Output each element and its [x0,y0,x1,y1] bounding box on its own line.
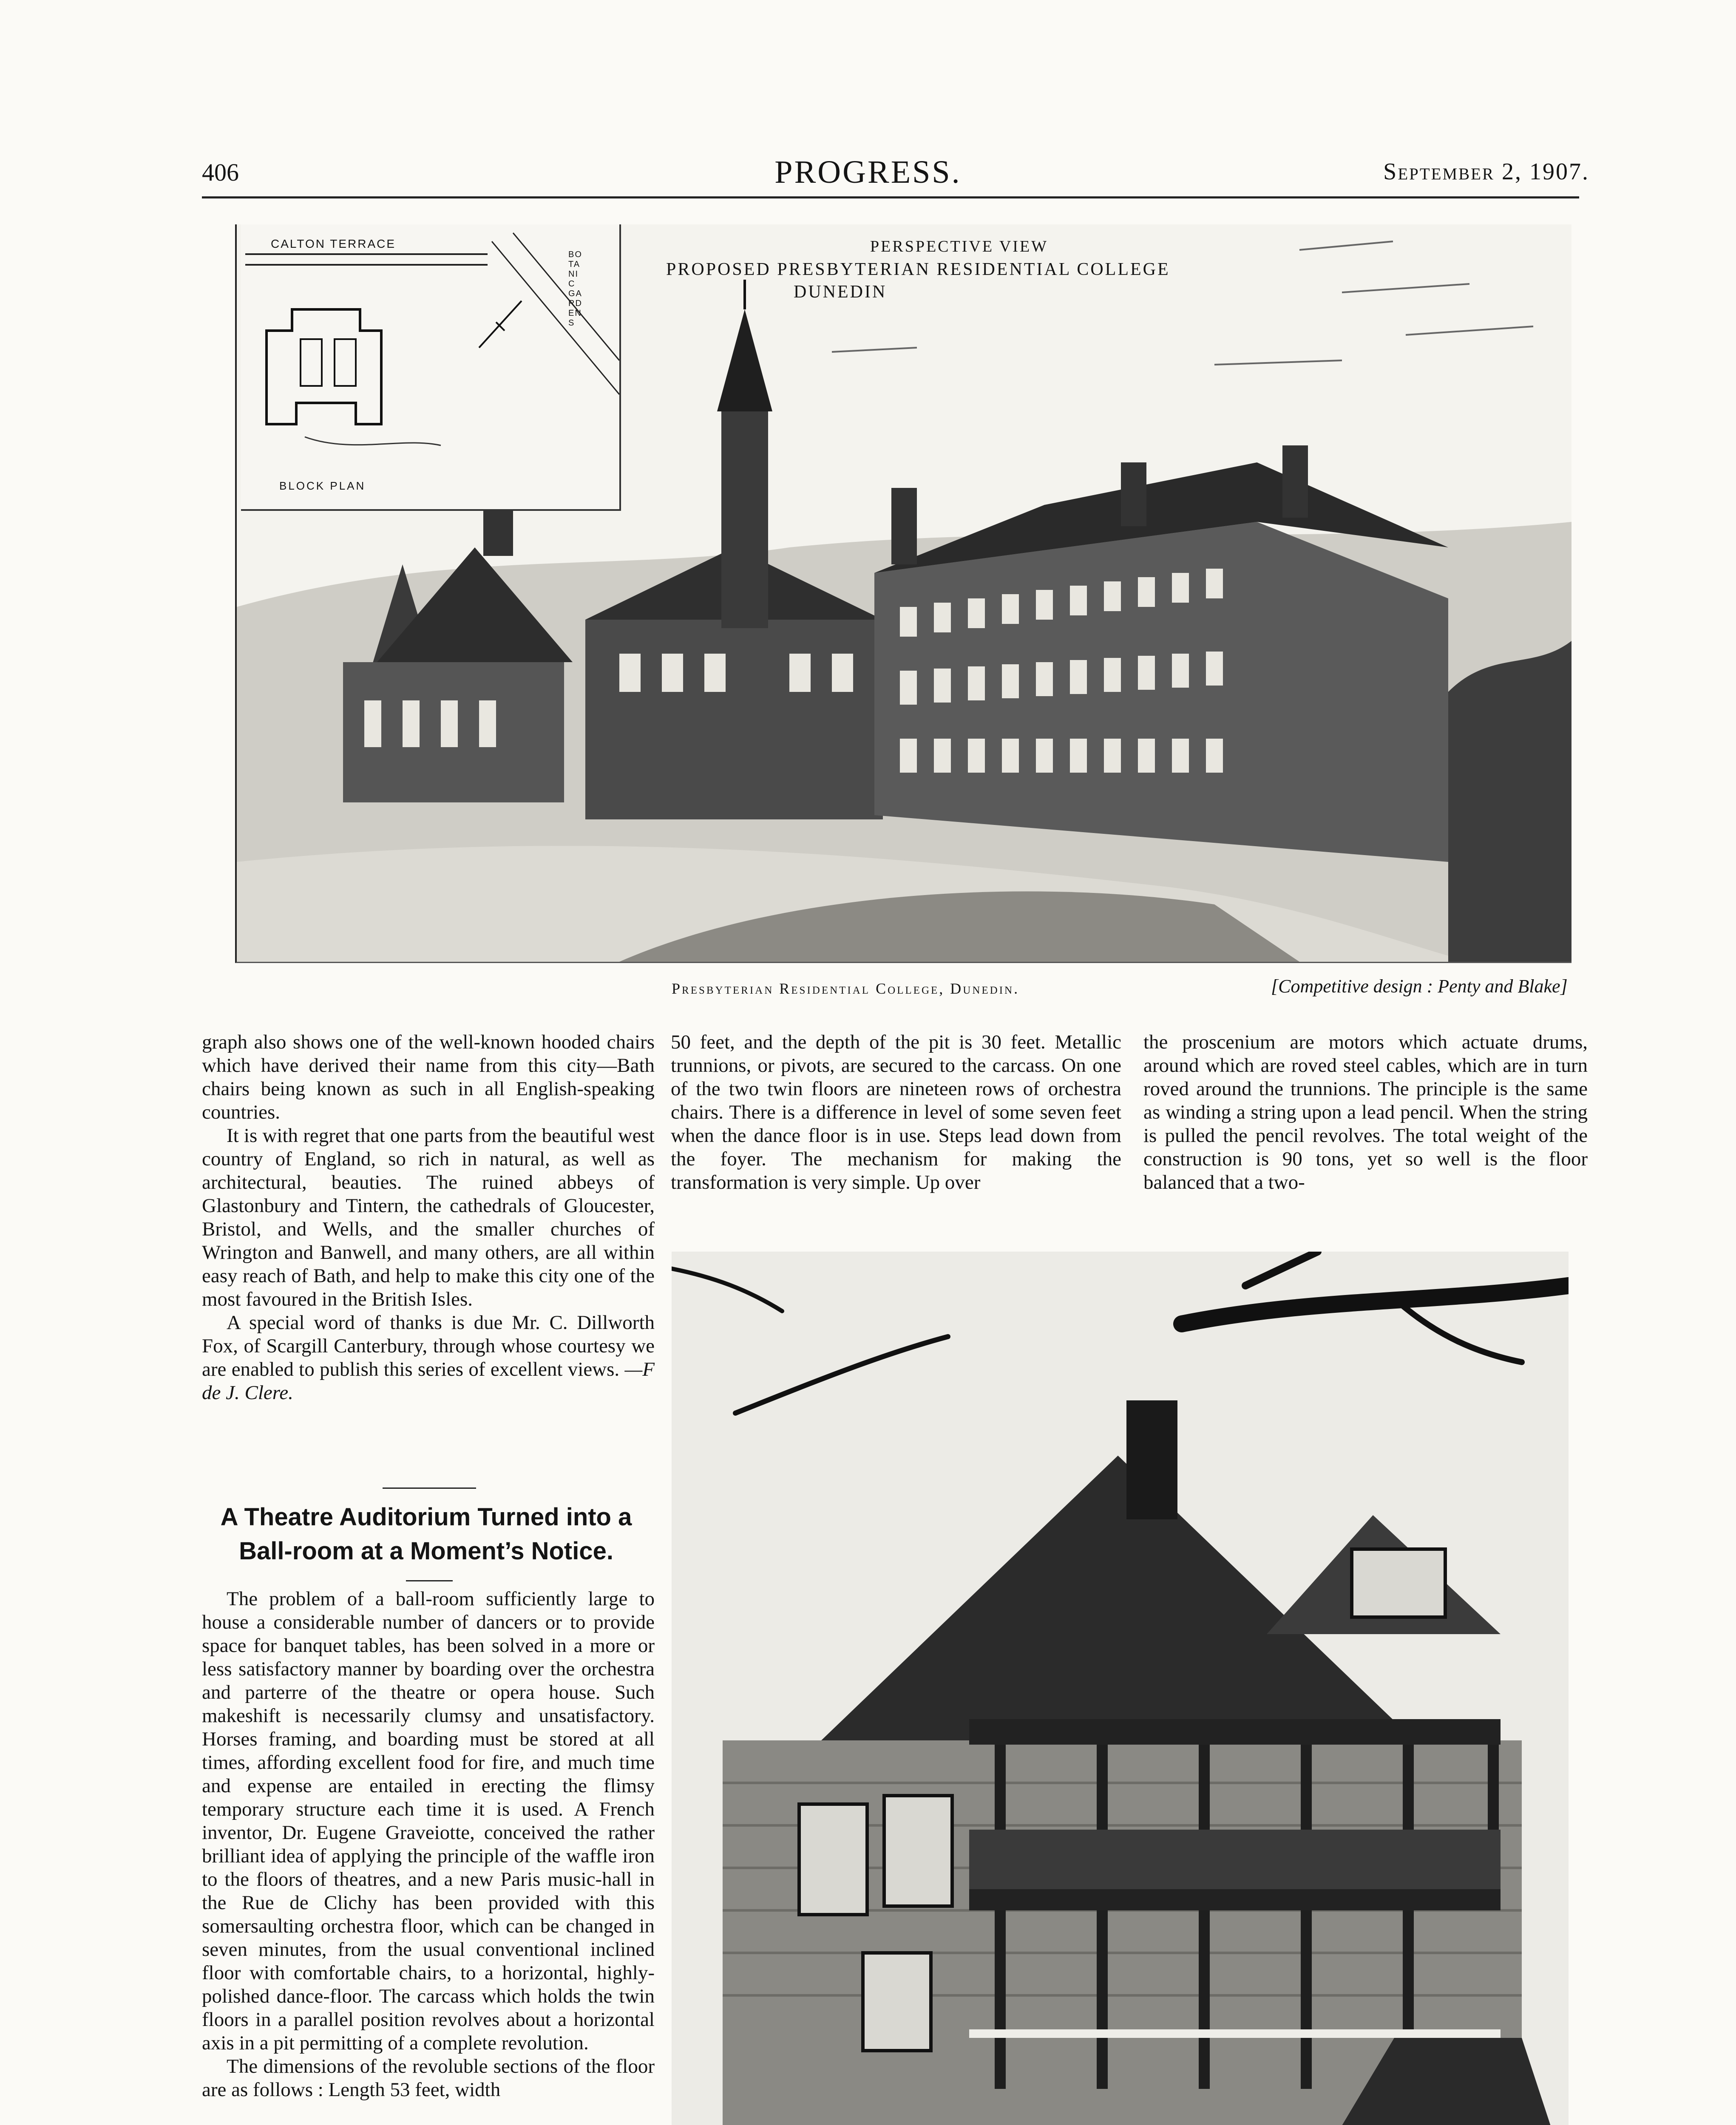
title-divider [406,1580,453,1581]
top-caption-credit: [Competitive design : Penty and Blake] [1271,976,1568,997]
block-plan-drawing [241,224,619,509]
page-number: 406 [202,159,239,186]
section-divider [383,1488,476,1489]
plate-title-line2: PROPOSED PRESBYTERIAN RESIDENTIAL COLLEGE [666,260,1170,279]
paragraph: graph also shows one of the well-known hooded chairs which have derived their name from this city—Bath chairs being known as such in all English-speaking countries. [202,1031,655,1123]
paragraph-text: A special word of thanks is due Mr. C. Dillworth Fox, of Scargill Canterbury, through whose courtesy we are enabled to publish this series of excellent views. [202,1312,655,1380]
header-rule [202,196,1579,198]
paragraph: 50 feet, and the depth of the pit is 30 feet. Metallic trunnions, or pivots, are secured to the carcass. On one of the two twin floors are nineteen rows of orchestra chairs. There is a difference in level of some seven feet when the dance floor is in use. Steps lead down from the foyer. The mechanism for making the transformation is very simple. Up over [671,1031,1121,1193]
plate-title-line1: PERSPECTIVE VIEW [870,238,1049,255]
inset-street-label: CALTON TERRACE [271,237,396,250]
paragraph [202,1311,655,1405]
paragraph: the proscenium are motors which actuate drums, around which are roved steel cables, which are in turn roved around the trunnions. The principle is the same as winding a string upon a lead pencil. When the string is pulled the pencil revolves. The total weight of the construction is 90 tons, yet so well is the floor balanced that a two- [1143,1031,1588,1193]
paragraph: The problem of a ball-room sufficiently large to house a considerable number of dancers or to provide space for banquet tables, has been solved in a more or less satisfactory manner by boarding over the orchestra and parterre of the theatre or opera house. Such makeshift is necessarily clumsy and unsatisfactory. Horses framing, and boarding must be stored at all times, affording excellent food for fire, and much time and expense are entailed in erecting the flimsy temporary structure each time it is used. A French inventor, Dr. Eugene Graveiotte, conceived the rather brilliant idea of applying the principle of the waffle iron to the floors of theatres, and a new Paris music-hall in the Rue de Clichy has been provided with this somersaulting orchestra floor, which can be changed in seven minutes, from the usual conventional inclined floor with comfortable chairs, to a horizontal, highly-polished dance-floor. The carcass which holds the twin floors in a parallel position revolves about a horizontal axis in a pit permitting of a complete revolution. [202,1588,655,2054]
paragraph: The dimensions of the revoluble sections of the floor are as follows : Length 53 feet, width [202,2055,655,2101]
inset-plan-label: BLOCK PLAN [279,479,366,492]
issue-date: September 2, 1907. [1383,159,1589,185]
college-perspective-illustration [235,224,1571,963]
block-plan-inset [241,224,621,511]
residence-photo [672,1252,1569,2125]
paragraph: It is with regret that one parts from the beautiful west country of England, so rich in natural, as well as architectural, beauties. The ruined abbeys of Glastonbury and Tintern, the cathedrals of Gloucester, Bristol, and Wells, and the smaller churches of Wrington and Banwell, and many others, are all within easy reach of Bath, and help to make this city one of the most favoured in the British Isles. [202,1125,655,1310]
middle-column [671,1031,1121,1194]
left-column-lower [202,1587,655,2102]
plate-title-line3: DUNEDIN [794,282,887,302]
article-title: A Theatre Auditorium Turned into a Ball-room at a Moment’s Notice. [220,1503,632,1565]
right-column [1143,1031,1588,1194]
inset-side-label: BOTANIC GARDENS [568,250,582,328]
left-column-upper [202,1031,655,1405]
top-caption-title: Presbyterian Residential College, Dunedin. [672,980,1020,997]
signature: —F de J. Clere. [202,1358,655,1404]
residence-drawing [672,1252,1569,2125]
running-title: PROGRESS. [774,154,962,190]
